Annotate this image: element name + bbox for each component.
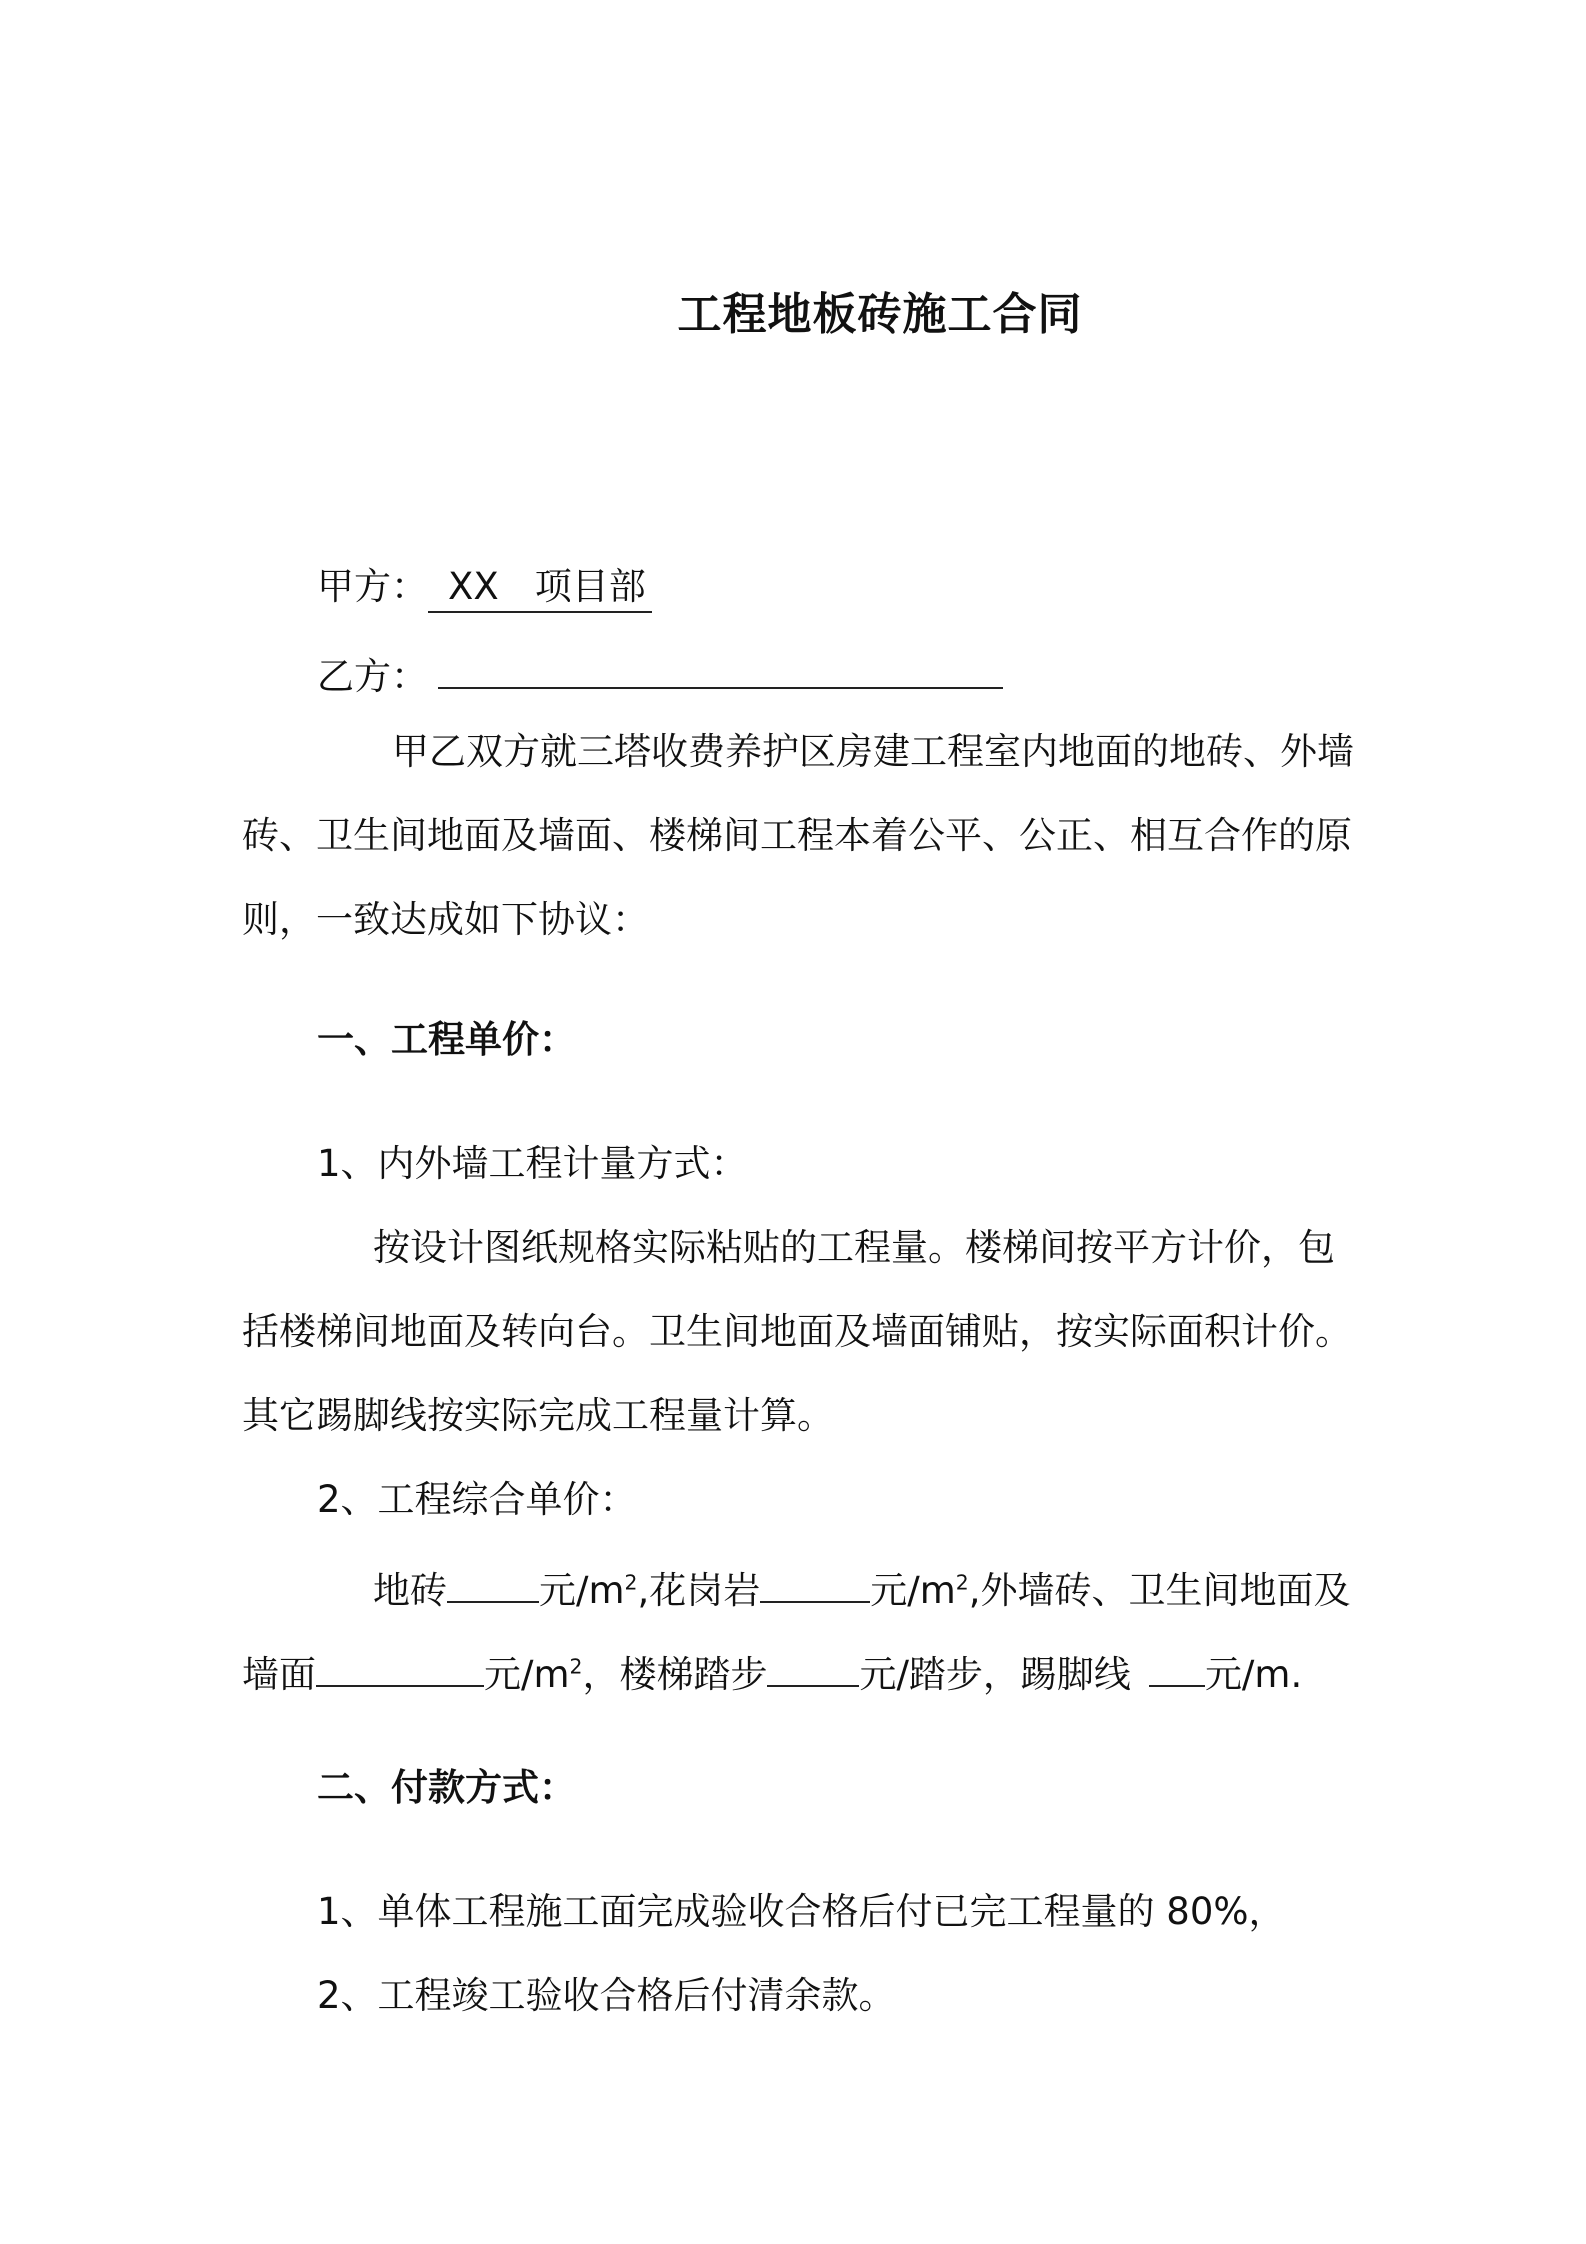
item1-heading: 1、内外墙工程计量方式：: [317, 1142, 748, 1185]
granite-unit-sup: 2: [955, 1570, 969, 1595]
item1-line-3: 其它踢脚线按实际完成工程量计算。: [242, 1394, 834, 1437]
skirting-price-blank: [1149, 1646, 1205, 1687]
item1-line-1: 按设计图纸规格实际粘贴的工程量。楼梯间按平方计价，包: [373, 1226, 1335, 1269]
stairs-price-blank: [767, 1646, 859, 1687]
wall-price-blank: [316, 1646, 484, 1687]
unit-price-line-2: [242, 1646, 1302, 1697]
item1-line-2: 括楼梯间地面及转向台。卫生间地面及墙面铺贴，按实际面积计价。: [242, 1310, 1352, 1353]
intro-line-3: 则，一致达成如下协议：: [242, 898, 649, 941]
payment-item-2: 2、工程竣工验收合格后付清余款。: [317, 1974, 896, 2017]
tile-unit: 元/m: [539, 1568, 625, 1612]
party-a-line: [317, 565, 652, 613]
party-a-value-prefix: XX: [448, 565, 499, 608]
party-b-label: 乙方：: [317, 654, 428, 698]
intro-line-2: 砖、卫生间地面及墙面、楼梯间工程本着公平、公正、相互合作的原: [242, 814, 1352, 857]
granite-price-blank: [760, 1562, 870, 1603]
wall-unit: 元/m: [484, 1652, 570, 1696]
party-a-value: [428, 565, 652, 613]
wall-label: 墙面: [242, 1652, 316, 1696]
payment-item-1: 1、单体工程施工面完成验收合格后付已完工程量的 80%，: [317, 1890, 1286, 1933]
tile-unit-sup: 2: [624, 1570, 638, 1595]
party-b-line: [317, 648, 1003, 699]
unit-price-line-1: [373, 1562, 1350, 1613]
skirting-unit: 元/m.: [1204, 1652, 1303, 1696]
tile-label: 地砖: [373, 1568, 447, 1612]
granite-label: ,花岗岩: [637, 1568, 761, 1612]
stairs-unit: 元/踏步，踢脚线: [859, 1652, 1131, 1696]
tile-price-blank: [447, 1562, 539, 1603]
granite-unit: 元/m: [870, 1568, 956, 1612]
party-b-blank: [438, 648, 1003, 689]
document-title: 工程地板砖施工合同: [677, 289, 1083, 340]
item2-heading: 2、工程综合单价：: [317, 1478, 637, 1521]
intro-line-1: 甲乙双方就三塔收费养护区房建工程室内地面的地砖、外墙: [392, 730, 1354, 773]
wall-unit-sup: 2: [569, 1654, 583, 1679]
stairs-label: ，楼梯踏步: [582, 1652, 768, 1696]
section1-heading: 一、工程单价：: [317, 1018, 576, 1061]
exterior-label: ,外墙砖、卫生间地面及: [968, 1568, 1351, 1612]
party-a-label: 甲方：: [317, 565, 428, 608]
party-a-value-suffix: 项目部: [534, 565, 646, 608]
section2-heading: 二、付款方式：: [317, 1766, 576, 1809]
